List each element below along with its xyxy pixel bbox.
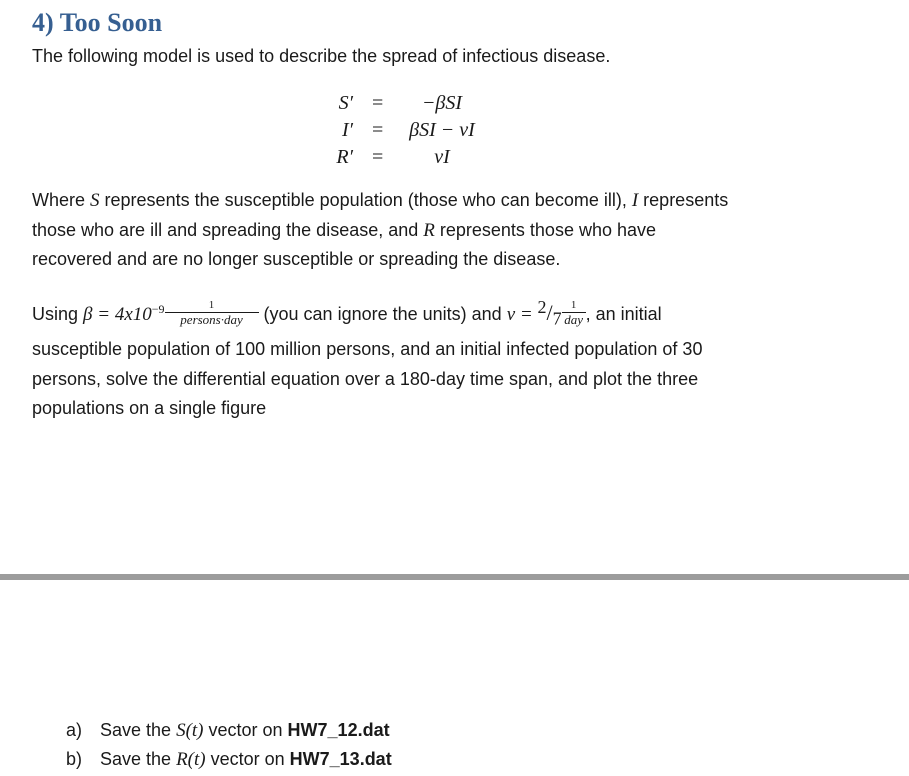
text-run: , [585,304,591,324]
nu-symbol: ν = [506,304,538,325]
text-run: represents the susceptible population (those who can become ill), [99,190,632,210]
text-run: Save the [100,749,177,769]
text-run: vector on [203,720,288,740]
text-run: an initial [590,304,662,324]
equation-row-i [0,119,909,145]
text-run: vector on [205,749,290,769]
beta-units-fraction [165,299,259,327]
where-paragraph [32,186,728,275]
params-line-3: persons, solve the differential equation over a 180-day time span, and plot the three [32,368,699,389]
fraction-denominator: day [562,312,586,327]
task-item-b [66,749,392,771]
nu-units-fraction [562,299,586,327]
equation-rhs: −βSI [421,92,463,114]
equation-rhs: νI [434,146,450,168]
params-line-2: susceptible population of 100 million persons, and an initial infected population of 30 [32,339,703,359]
equation-row-s [0,92,909,118]
text-run: Using [32,304,84,324]
math-var-r: R [423,219,435,241]
list-marker: b) [66,749,83,769]
task-item-a [66,720,390,742]
where-line-3: recovered and are no longer susceptible or spreading the disease. [32,249,561,269]
beta-exponent: −9 [151,302,165,316]
math-var-s: S [90,190,100,211]
params-line-4: populations on a single figure [32,398,267,418]
section-divider [0,574,909,580]
filename: HW7_13.dat [289,749,392,769]
where-line-2 [32,216,728,246]
beta-value: β = 4x10 [83,304,152,325]
text-run: Where [32,190,91,210]
intro-text: The following model is used to describe the spread of infectious disease. [32,46,611,66]
fraction-numerator: 1 [208,299,215,312]
math-expression: S(t) [176,720,204,741]
equation-sign: = [372,146,384,168]
equation-lhs: S′ [338,92,353,114]
section-heading: 4) Too Soon [32,8,163,37]
equation-sign: = [372,92,384,114]
nu-numerator: 2 [537,297,547,317]
nu-slash: / [546,300,553,325]
fraction-denominator: persons·day [165,312,259,327]
equation-lhs: I′ [341,119,353,141]
fraction-numerator: 1 [570,299,577,312]
where-line-1 [32,186,728,216]
math-var-i: I [631,190,639,211]
filename: HW7_12.dat [287,720,390,740]
list-marker: a) [66,720,83,740]
equation-row-r [0,146,909,172]
params-continuation [32,335,702,424]
text-run: those who are ill and spreading the disease, and [32,219,424,240]
params-line-1 [32,293,662,334]
equation-rhs: βSI − νI [409,119,475,141]
equation-lhs: R′ [336,146,353,168]
math-expression: R(t) [176,749,206,770]
nu-denominator: 7 [552,308,562,329]
text-run: Save the [100,720,177,740]
text-run: represents those who have [434,219,657,240]
text-run: represents [638,190,729,210]
text-run: (you can ignore the units) and [258,304,507,324]
equation-sign: = [372,119,384,141]
